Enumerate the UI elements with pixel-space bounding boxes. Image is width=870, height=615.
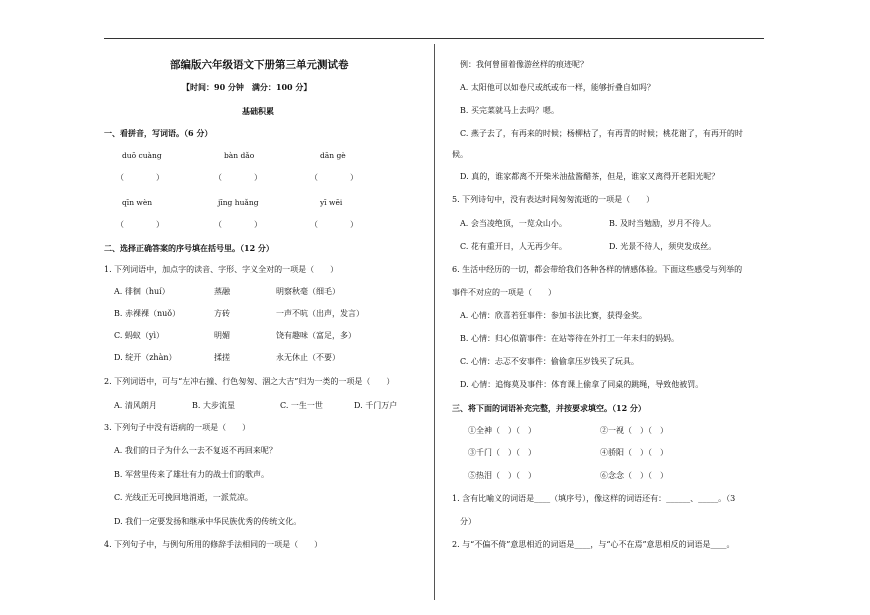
part-heading: 基础积累 bbox=[242, 106, 274, 116]
pinyin-5: jīng huǎng bbox=[218, 198, 259, 207]
question-2-stem: 2. 下列词语中，可与“左冲右撞、行色匆匆、涸之大吉”归为一类的一项是（ ） bbox=[104, 377, 395, 386]
answer-blank[interactable]: （ ） bbox=[214, 220, 262, 229]
exam-title: 部编版六年级语文下册第三单元测试卷 bbox=[170, 59, 349, 71]
q4-example: 例：我何曾留着像游丝样的痕迹呢？ bbox=[460, 60, 588, 69]
q4-option-d: D. 真的，谁家都离不开柴米油盐酱醋茶，但是，谁家又离得开老阳光呢？ bbox=[460, 172, 720, 181]
fill-item-6: ⑥念念（ ）（ ） bbox=[600, 471, 668, 480]
q1-option-c: C. 蚂蚁（yì） bbox=[114, 331, 164, 340]
q1-option-a-word: 蒸融 bbox=[214, 287, 230, 296]
q6-option-a: A. 心情：欣喜若狂事件：参加书法比赛，获得金奖。 bbox=[460, 311, 647, 320]
exam-meta: 【时间：90 分钟 满分：100 分】 bbox=[182, 82, 312, 92]
question-3-stem: 3. 下列句子中没有语病的一项是（ ） bbox=[104, 423, 251, 432]
q3-option-d: D. 我们一定要发扬和继承中华民族优秀的传统文化。 bbox=[114, 517, 302, 526]
q2-option-d: D. 千门万户 bbox=[354, 401, 398, 410]
q4-option-a: A. 太阳他可以如卷尺或纸或布一样，能够折叠自如吗？ bbox=[460, 83, 655, 92]
q6-option-c: C. 心情：忐忑不安事件：偷偷拿压岁钱买了玩具。 bbox=[460, 357, 639, 366]
q3-option-c: C. 光线正无可挽回地消逝，一派荒凉。 bbox=[114, 493, 253, 502]
answer-blank[interactable]: （ ） bbox=[116, 173, 164, 182]
q6-option-b: B. 心情：归心似箭事件：在站等待在外打工一年未归的妈妈。 bbox=[460, 334, 679, 343]
question-1-stem: 1. 下列词语中，加点字的读音、字形、字义全对的一项是（ ） bbox=[104, 265, 339, 274]
answer-blank[interactable]: （ ） bbox=[310, 173, 358, 182]
q4-option-b: B. 买完菜就马上去吗？嗯。 bbox=[460, 106, 559, 115]
q1-option-a: A. 徘徊（huí） bbox=[114, 287, 170, 296]
question-5-stem: 5. 下列诗句中，没有表达时间匆匆流逝的一项是（ ） bbox=[452, 195, 655, 204]
pinyin-4: qīn wèn bbox=[122, 198, 153, 207]
pinyin-1: duō cuàng bbox=[122, 151, 162, 160]
q5-option-b: B. 及时当勉励，岁月不待人。 bbox=[609, 219, 716, 228]
pinyin-6: yī wēi bbox=[320, 198, 343, 207]
q5-option-a: A. 会当凌绝顶，一览众山小。 bbox=[460, 219, 567, 228]
q3-option-b: B. 军营里传来了雄壮有力的战士们的歌声。 bbox=[114, 470, 269, 479]
question-4-stem: 4. 下列句子中，与例句所用的修辞手法相同的一项是（ ） bbox=[104, 540, 323, 549]
fill-item-1: ①全神（ ）（ ） bbox=[468, 426, 536, 435]
section3-question-1-cont: 分） bbox=[460, 517, 476, 526]
fill-item-5: ⑤热泪（ ）（ ） bbox=[468, 471, 536, 480]
q1-option-c-idiom: 饶有趣味（富足，多） bbox=[276, 331, 356, 340]
q5-option-d: D. 光景不待人，须臾发成丝。 bbox=[609, 242, 717, 251]
q6-option-d: D. 心情：追悔莫及事件：体育课上偷拿了同桌的跳绳，导致他被罚。 bbox=[460, 380, 704, 389]
q4-option-c: C. 燕子去了，有再来的时候；杨柳枯了，有再青的时候；桃花谢了，有再开的时 bbox=[460, 129, 743, 138]
q1-option-d-word: 揉搓 bbox=[214, 353, 230, 362]
q2-option-c: C. 一生一世 bbox=[280, 401, 323, 410]
section2-heading: 二、选择正确答案的序号填在括号里。（12 分） bbox=[104, 243, 274, 253]
pinyin-2: bàn dǎo bbox=[224, 151, 255, 160]
q1-option-d-idiom: 永无休止（不要） bbox=[276, 353, 340, 362]
column-divider bbox=[434, 44, 435, 600]
fill-item-2: ②一视（ ）（ ） bbox=[600, 426, 668, 435]
section3-question-2: 2. 与“不偏不倚”意思相近的词语是____，与“心不在焉”意思相反的词语是____。 bbox=[452, 540, 735, 549]
question-6-stem-cont: 事件不对应的一项是（ ） bbox=[452, 288, 556, 297]
section1-heading: 一、看拼音，写词语。（6 分） bbox=[104, 128, 213, 138]
q1-option-b-word: 方砖 bbox=[214, 309, 230, 318]
q1-option-b: B. 赤裸裸（nuǒ） bbox=[114, 309, 181, 318]
header-rule bbox=[104, 38, 764, 39]
q3-option-a: A. 我们的日子为什么一去不复返不再回来呢？ bbox=[114, 446, 277, 455]
q1-option-a-idiom: 明察秋毫（细毛） bbox=[276, 287, 340, 296]
section3-heading: 三、将下面的词语补充完整，并按要求填空。（12 分） bbox=[452, 403, 646, 413]
fill-item-4: ④骄阳（ ）（ ） bbox=[600, 448, 668, 457]
q1-option-b-idiom: 一声不吭（出声，发言） bbox=[276, 309, 364, 318]
question-6-stem: 6. 生活中经历的一切，都会带给我们各种各样的情感体验。下面这些感受与列举的 bbox=[452, 265, 743, 274]
q2-option-b: B. 大步流星 bbox=[192, 401, 235, 410]
q1-option-d: D. 绽开（zhàn） bbox=[114, 353, 177, 362]
q2-option-a: A. 清风朗月 bbox=[114, 401, 157, 410]
fill-item-3: ③千门（ ）（ ） bbox=[468, 448, 536, 457]
q4-option-c-cont: 候。 bbox=[452, 150, 468, 159]
q1-option-c-word: 明媚 bbox=[214, 331, 230, 340]
section3-question-1: 1. 含有比喻义的词语是____（填序号），像这样的词语还有：______、_____。（3 bbox=[452, 494, 736, 503]
answer-blank[interactable]: （ ） bbox=[116, 220, 164, 229]
q5-option-c: C. 花有重开日，人无再少年。 bbox=[460, 242, 567, 251]
pinyin-3: dān gè bbox=[320, 151, 346, 160]
answer-blank[interactable]: （ ） bbox=[310, 220, 358, 229]
answer-blank[interactable]: （ ） bbox=[214, 173, 262, 182]
